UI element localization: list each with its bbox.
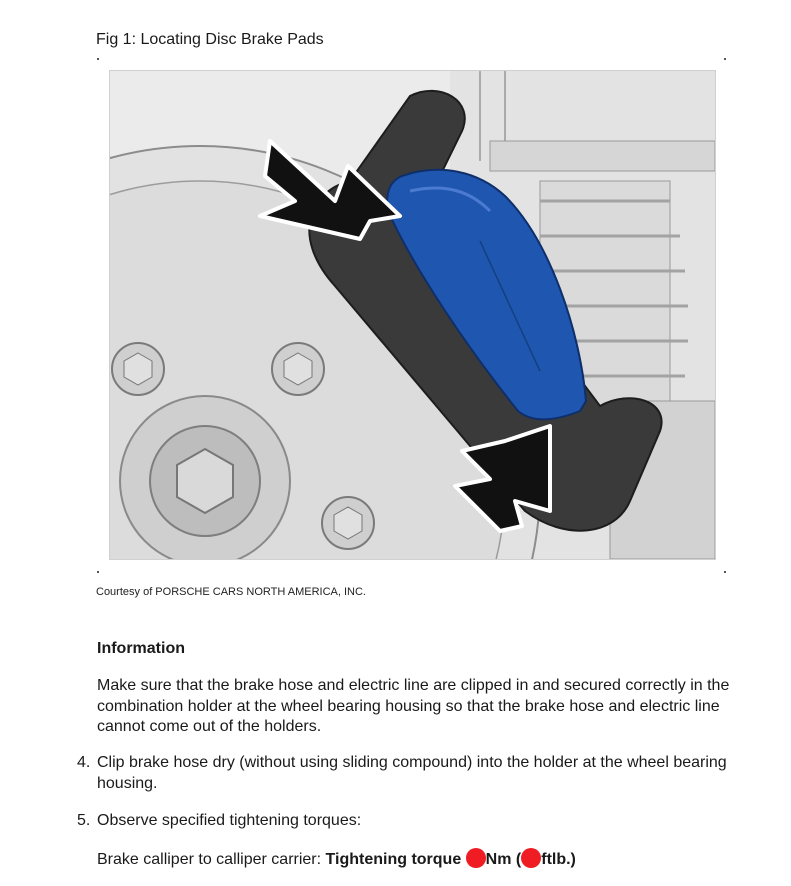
ftlb-unit: ftlb.)	[541, 851, 576, 868]
step-4	[77, 753, 737, 794]
redaction-dot	[466, 848, 486, 868]
information-heading: Information	[97, 640, 185, 657]
image-credit: Courtesy of PORSCHE CARS NORTH AMERICA, INC.	[96, 586, 366, 598]
figure-corner-mark	[97, 571, 99, 573]
figure-corner-mark	[97, 58, 99, 60]
redaction-dot	[521, 848, 541, 868]
nm-unit: Nm (	[485, 851, 522, 868]
torque-bold-prefix: Tightening torque	[325, 851, 466, 868]
torque-line	[97, 848, 576, 869]
information-body: Make sure that the brake hose and electric line are clipped in and secured correctly in the combination holder at the wheel bearing housing so that the brake hose and electric line cannot come out of the holders.	[97, 677, 730, 735]
figure-corner-mark	[724, 58, 726, 60]
torque-label: Brake calliper to calliper carrier:	[97, 851, 326, 868]
step-text: Observe specified tightening torques:	[97, 812, 362, 829]
step-number: 4.	[77, 754, 91, 771]
brake-pad-diagram-illustration	[110, 71, 715, 559]
figure-caption: Fig 1: Locating Disc Brake Pads	[96, 31, 324, 48]
step-5	[77, 811, 737, 832]
brake-pad-figure	[109, 70, 716, 560]
step-number: 5.	[77, 812, 91, 829]
step-text: Clip brake hose dry (without using sliding compound) into the holder at the wheel bearing housing.	[97, 754, 727, 792]
figure-corner-mark	[724, 571, 726, 573]
